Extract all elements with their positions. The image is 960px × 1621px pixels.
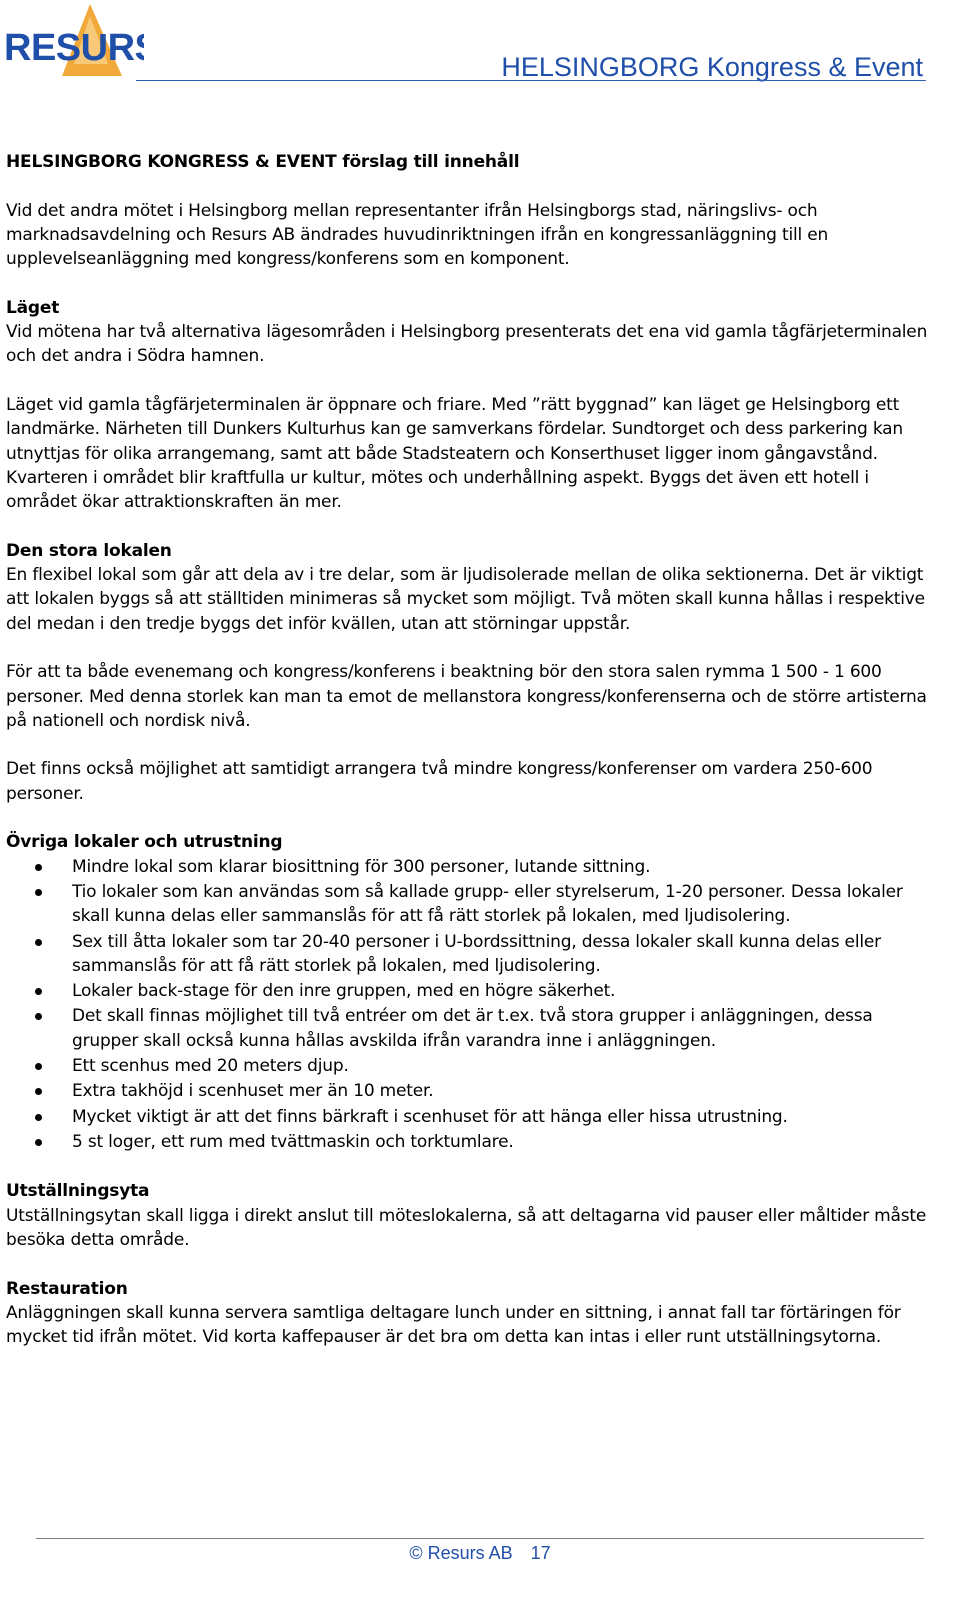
heading-den-stora-lokalen: Den stora lokalen [6, 540, 172, 561]
list-item [6, 1079, 928, 1103]
bullet-icon [35, 988, 42, 995]
header-title: HELSINGBORG Kongress & Event [501, 52, 923, 82]
bullet-icon [35, 1139, 42, 1146]
lokalen-paragraph-3: Det finns också möjlighet att samtidigt arrangera två mindre kongress/konferenser om vardera 250-600 personer. [6, 759, 873, 804]
bullet-icon [35, 1063, 42, 1070]
lokalen-paragraph-2: För att ta både evenemang och kongress/konferens i beaktning bör den stora salen rymma 1 500 - 1 600 personer. Med denna storlek kan man ta emot de mellanstora kongress/konferenserna och de större artisterna på nationell och nordisk nivå. [6, 662, 927, 731]
heading-laget: Läget [6, 297, 60, 318]
laget-paragraph-1: Vid mötena har två alternativa lägesområden i Helsingborg presenterats det ena vid gamla tågfärjeterminalen och det andra i Södra hamnen. [6, 322, 928, 367]
list-item [6, 930, 928, 979]
list-item-text: Mycket viktigt är att det finns bärkraft i scenhuset för att hänga eller hissa utrustning. [72, 1106, 788, 1127]
bullet-icon [35, 1013, 42, 1020]
list-item [6, 1054, 928, 1078]
header-divider [136, 80, 926, 81]
list-item-text: 5 st loger, ett rum med tvättmaskin och torktumlare. [72, 1131, 514, 1152]
laget-paragraph-2: Läget vid gamla tågfärjeterminalen är öppnare och friare. Med ”rätt byggnad” kan läget ge Helsingborg ett landmärke. Närheten till Dunkers Kulturhus kan ge samverkans fördelar. Sundtorget och dess parkering kan utnyttjas för olika arrangemang, samt att både Stadsteatern och Konserthuset ligger inom gångavstånd. Kvarteren i området blir kraftfulla ur kultur, mötes och underhållning aspekt. Byggs det även ett hotell i området ökar attraktionskraften än mer. [6, 394, 903, 513]
heading-ovriga-lokaler: Övriga lokaler och utrustning [6, 832, 283, 853]
section-spacer [6, 1155, 928, 1179]
list-item [6, 1105, 928, 1129]
bullet-icon [35, 939, 42, 946]
lokalen-paragraph-1: En flexibel lokal som går att dela av i tre delar, som är ljudisolerade mellan de olika sektionerna. Det är viktigt att lokalen byggs så att ställtiden minimeras så mycket som möjligt. Två möten skall kunna hållas i respektive del medan i den tredje byggs det inför kvällen, utan att störningar uppstår. [6, 565, 925, 634]
list-item-text: Tio lokaler som kan användas som så kallade grupp- eller styrelserum, 1-20 personer. Dessa lokaler skall kunna delas eller sammanslås för att få rätt storlek på lokalen, med ljudisolering. [72, 881, 903, 927]
svg-text:RESURS: RESURS [4, 27, 144, 69]
bullet-icon [35, 864, 42, 871]
list-item [6, 1004, 928, 1053]
list-item-text: Ett scenhus med 20 meters djup. [72, 1055, 349, 1076]
footer-copyright: © Resurs AB [409, 1543, 513, 1563]
footer-divider [36, 1538, 924, 1539]
list-item [6, 979, 928, 1003]
resurs-logo [4, 2, 144, 80]
list-item-text: Sex till åtta lokaler som tar 20-40 personer i U-bordssittning, dessa lokaler skall kunna delas eller sammanslås för att få rätt storlek på lokalen, med ljudisolering. [72, 931, 881, 976]
resurs-logo-graphic [4, 2, 144, 80]
list-item-text: Extra takhöjd i scenhuset mer än 10 meter. [72, 1081, 434, 1102]
equipment-list [6, 855, 928, 1155]
bullet-icon [35, 1114, 42, 1121]
intro-paragraph: Vid det andra mötet i Helsingborg mellan representanter ifrån Helsingborgs stad, näringslivs- och marknadsavdelning och Resurs AB ändrades huvudinriktningen ifrån en kongressanläggning till en upplevelseanläggning med kongress/konferens som en komponent. [6, 200, 829, 270]
document-title: HELSINGBORG KONGRESS & EVENT förslag till innehåll [6, 152, 520, 172]
list-item [6, 880, 928, 929]
list-item-text: Det skall finnas möjlighet till två entréer om det är t.ex. två stora grupper i anläggningen, dessa grupper skall också kunna hållas avskilda ifrån varandra inne i anläggningen. [72, 1006, 873, 1051]
bullet-icon [35, 889, 42, 896]
list-item [6, 855, 928, 879]
page-number: 17 [530, 1543, 551, 1563]
utstallning-paragraph: Utställningsytan skall ligga i direkt anslut till möteslokalerna, så att deltagarna vid pauser eller måltider måste besöka detta område. [6, 1205, 927, 1251]
list-item [6, 1130, 928, 1154]
heading-utstallningsyta: Utställningsyta [6, 1181, 150, 1202]
list-item-text: Mindre lokal som klarar biosittning för 300 personer, lutande sittning. [72, 856, 651, 877]
restauration-paragraph: Anläggningen skall kunna servera samtliga deltagare lunch under en sittning, i annat fall tar förtäringen för mycket tid ifrån mötet. Vid korta kaffepauser är det bra om detta kan intas i eller runt utställningsytorna. [6, 1302, 901, 1348]
list-item-text: Lokaler back-stage för den inre gruppen, med en högre säkerhet. [72, 981, 616, 1002]
bullet-icon [35, 1088, 42, 1095]
heading-restauration: Restauration [6, 1278, 128, 1299]
page-footer [0, 1543, 960, 1564]
document-body [6, 150, 928, 1374]
